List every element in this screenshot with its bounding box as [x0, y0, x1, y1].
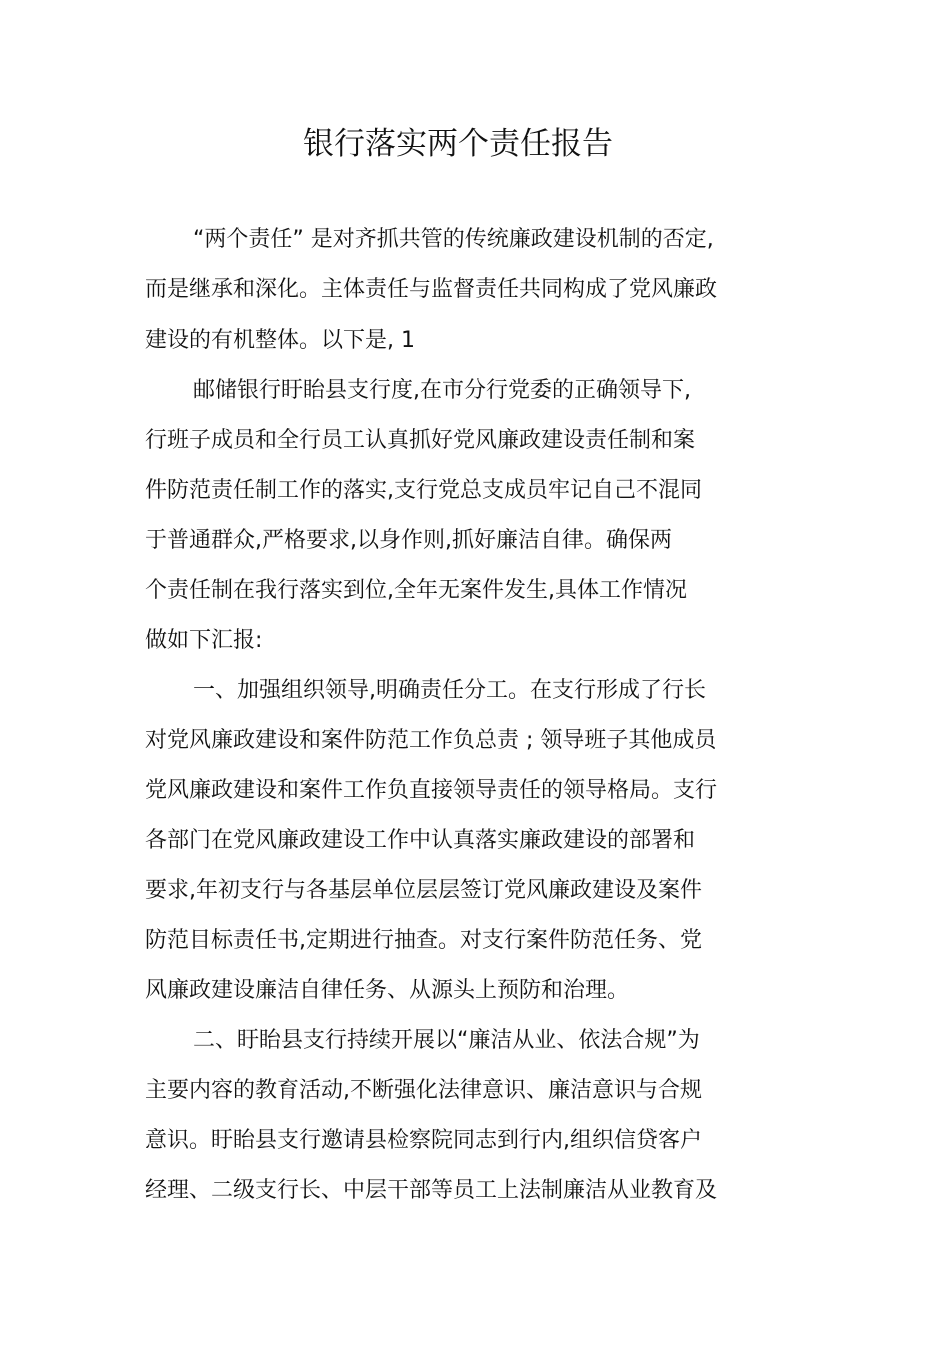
paragraph-4-line-1: 二、盱眙县支行持续开展以“廉洁从业、依法合规”为	[193, 1028, 700, 1053]
paragraph-3-line-3: 党风廉政建设和案件工作负直接领导责任的领导格局。支行	[145, 778, 718, 803]
paragraph-3-line-1: 一、加强组织领导,明确责任分工。在支行形成了行长	[193, 678, 706, 703]
paragraph-1-line-1: “两个责任” 是对齐抓共管的传统廉政建设机制的否定,	[193, 227, 714, 252]
paragraph-3-line-6: 防范目标责任书,定期进行抽查。对支行案件防范任务、党	[145, 928, 702, 953]
paragraph-2-line-3: 件防范责任制工作的落实,支行党总支成员牢记自己不混同	[145, 478, 702, 503]
paragraph-3-line-4: 各部门在党风廉政建设工作中认真落实廉政建设的部署和	[145, 828, 696, 853]
paragraph-3-line-2: 对党风廉政建设和案件防范工作负总责 ; 领导班子其他成员	[145, 728, 717, 753]
paragraph-2-line-1: 邮储银行盱眙县支行度,在市分行党委的正确领导下,	[193, 378, 691, 403]
paragraph-2-line-4: 于普通群众,严格要求,以身作则,抓好廉洁自律。确保两	[145, 528, 672, 553]
document-title: 银行落实两个责任报告	[303, 126, 613, 162]
paragraph-1-line-3: 建设的有机整体。以下是, 1	[145, 328, 415, 353]
paragraph-4-line-4: 经理、二级支行长、中层干部等员工上法制廉洁从业教育及	[145, 1178, 718, 1203]
paragraph-4-line-2: 主要内容的教育活动,不断强化法律意识、廉洁意识与合规	[145, 1078, 702, 1103]
paragraph-2-line-6: 做如下汇报:	[145, 628, 263, 653]
paragraph-4-line-3: 意识。盱眙县支行邀请县检察院同志到行内,组织信贷客户	[145, 1128, 702, 1153]
paragraph-3-line-5: 要求,年初支行与各基层单位层层签订党风廉政建设及案件	[145, 878, 702, 903]
paragraph-1-line-2: 而是继承和深化。主体责任与监督责任共同构成了党风廉政	[145, 277, 718, 302]
paragraph-2-line-2: 行班子成员和全行员工认真抓好党风廉政建设责任制和案	[145, 428, 696, 453]
paragraph-2-line-5: 个责任制在我行落实到位,全年无案件发生,具体工作情况	[145, 578, 687, 603]
paragraph-3-line-7: 风廉政建设廉洁自律任务、从源头上预防和治理。	[145, 978, 630, 1003]
